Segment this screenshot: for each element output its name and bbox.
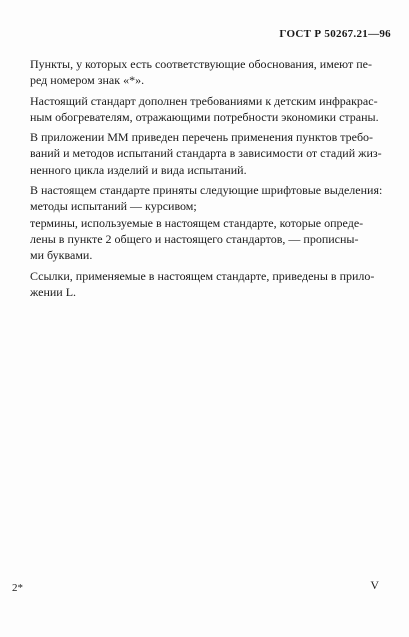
- text-line: ваний и методов испытаний стандарта в зависимости от стадий жиз-: [30, 146, 382, 161]
- text-line: ненного цикла изделий и вида испытаний.: [30, 162, 247, 177]
- text-line: жении L.: [30, 284, 77, 299]
- text-line: Пункты, у которых есть соответствующие обоснования, имеют пе-: [30, 57, 372, 71]
- text-line: лены в пункте 2 общего и настоящего стандартов, — прописны-: [30, 231, 359, 246]
- text-line: ред номером знак «*».: [30, 73, 145, 88]
- text-line: В приложении ММ приведен перечень применения пунктов требо-: [30, 130, 374, 145]
- text-line: В настоящем стандарте приняты следующие шрифтовые выделения:: [30, 183, 383, 198]
- page-header-standard-number: ГОСТ Р 50267.21—96: [279, 28, 391, 40]
- text-line: ным обогревателям, отражающими потребности экономики страны.: [30, 109, 379, 124]
- paragraph-font-conventions: [30, 182, 390, 263]
- body-text: [30, 56, 390, 304]
- text-line: Ссылки, применяемые в настоящем стандарте, приведены в прило-: [30, 268, 375, 283]
- footer-sheet-mark: 2*: [12, 582, 23, 594]
- paragraph-marked-clauses: [30, 56, 390, 89]
- text-line: термины, используемые в настоящем стандарте, которые опреде-: [30, 215, 364, 230]
- paragraph-infrared-heaters: [30, 93, 390, 126]
- text-line: методы испытаний — курсивом;: [30, 199, 197, 214]
- text-line: ми буквами.: [30, 248, 93, 263]
- paragraph-references-appendix-l: [30, 268, 390, 301]
- text-line: Настоящий стандарт дополнен требованиями к детским инфракрас-: [30, 93, 378, 108]
- footer-page-number: V: [370, 578, 379, 592]
- paragraph-appendix-mm: [30, 129, 390, 178]
